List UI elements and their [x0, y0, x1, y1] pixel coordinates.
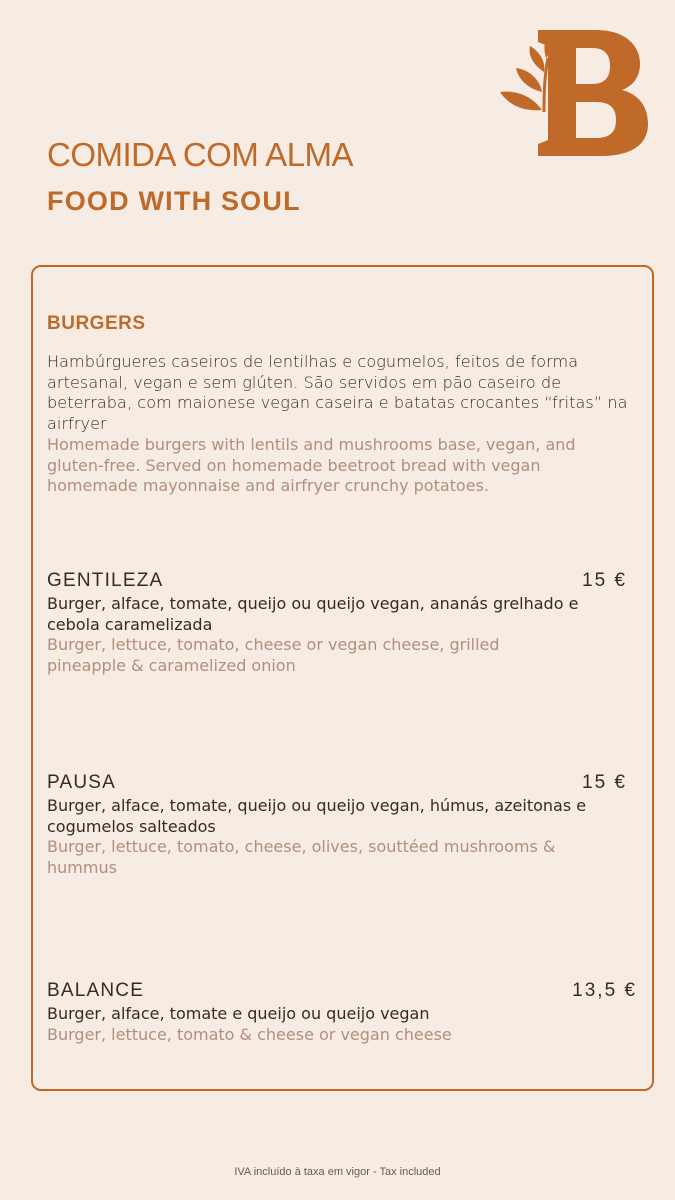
brand-logo	[498, 28, 650, 158]
menu-item-balance	[47, 980, 637, 1045]
menu-item-desc-pt: Burger, alface, tomate e queijo ou queijo vegan	[47, 1004, 430, 1023]
tax-note: IVA incluído à taxa em vigor - Tax included	[234, 1166, 441, 1178]
section-description-pt: Hambúrgueres caseiros de lentilhas e cogumelos, feitos de forma artesanal, vegan e sem glúten. São servidos em pão caseiro de beterraba, com maionese vegan caseira e batatas crocantes “fritas” na airfryer	[47, 352, 628, 433]
section-title: BURGERS	[47, 313, 146, 334]
menu-item-gentileza	[47, 570, 637, 676]
page-title: COMIDA COM ALMA	[47, 136, 354, 173]
menu-item-desc-pt: Burger, alface, tomate, queijo ou queijo vegan, húmus, azeitonas e cogumelos salteados	[47, 796, 587, 836]
page-subtitle: FOOD WITH SOUL	[47, 186, 301, 216]
section-description-en: Homemade burgers with lentils and mushrooms base, vegan, and gluten-free. Served on homemade beetroot bread with vegan homemade mayonnaise and airfryer crunchy potatoes.	[47, 435, 576, 495]
menu-item-price: 15 €	[582, 772, 627, 793]
menu-item-name: PAUSA	[47, 772, 117, 793]
menu-item-desc-en: Burger, lettuce, tomato & cheese or vegan cheese	[47, 1024, 452, 1044]
menu-item-pausa	[47, 772, 637, 878]
menu-item-price: 15 €	[582, 570, 627, 591]
menu-item-desc-pt: Burger, alface, tomate, queijo ou queijo vegan, ananás grelhado e cebola caramelizada	[47, 594, 579, 634]
menu-item-desc-en: Burger, lettuce, tomato, cheese or vegan cheese, grilled pineapple & caramelized onion	[47, 635, 500, 675]
leaf-b-logo-icon	[498, 28, 650, 158]
menu-item-name: GENTILEZA	[47, 570, 164, 591]
menu-item-name: BALANCE	[47, 980, 145, 1001]
menu-item-price: 13,5 €	[572, 980, 637, 1001]
menu-item-desc-en: Burger, lettuce, tomato, cheese, olives, souttéed mushrooms & hummus	[47, 837, 556, 877]
